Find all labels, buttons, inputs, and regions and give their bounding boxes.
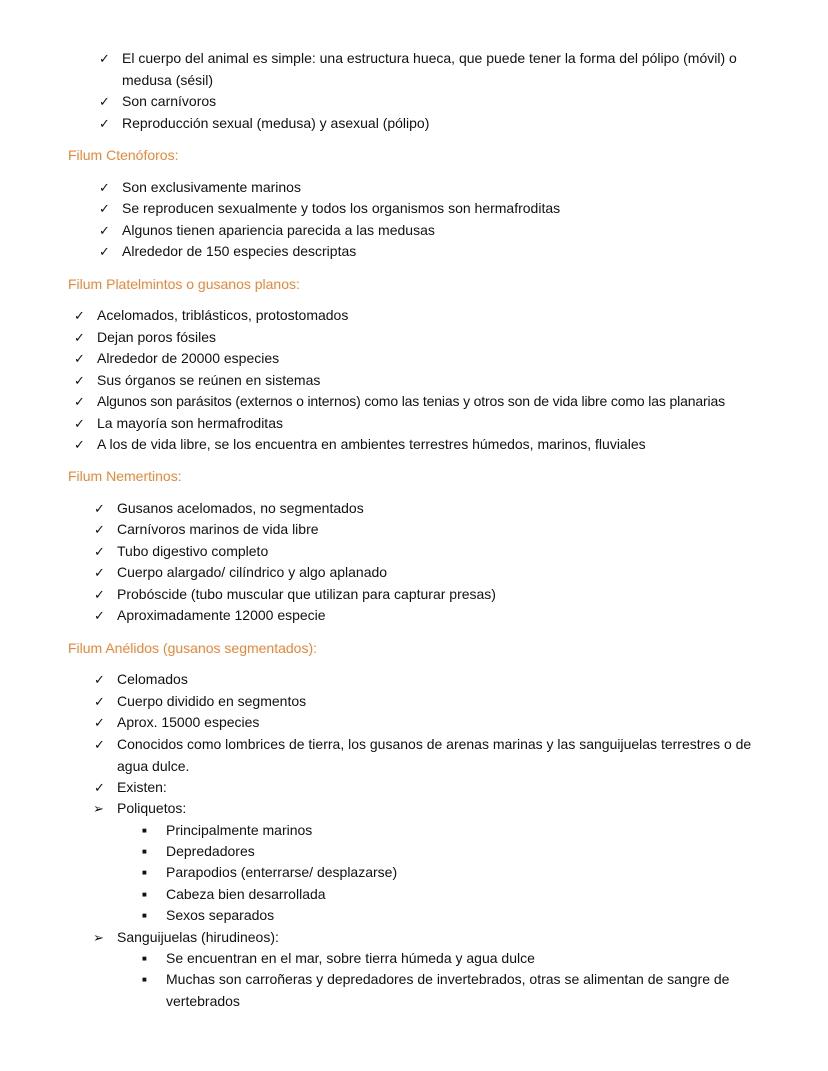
check-mark-icon: ✓ <box>94 672 105 687</box>
check-mark-icon: ✓ <box>94 522 105 537</box>
check-mark-icon: ✓ <box>99 201 110 216</box>
list-item: ✓ Alrededor de 20000 especies <box>97 348 279 370</box>
list-item: ✓ Son carnívoros <box>122 91 216 113</box>
section-heading-anelidos: Filum Anélidos (gusanos segmentados): <box>68 640 318 656</box>
check-mark-icon: ✓ <box>94 780 105 795</box>
list-item: ■ Se encuentran en el mar, sobre tierra húmeda y agua dulce <box>166 948 535 970</box>
list-item: ✓ Algunos son parásitos (externos o internos) como las tenias y otros son de vida libre como las planarias <box>97 391 797 413</box>
list-item: ✓ Existen: <box>117 777 167 799</box>
square-bullet-icon: ■ <box>142 868 147 877</box>
list-item: ✓ Aproximadamente 12000 especie <box>117 605 326 627</box>
list-item: ✓ Son exclusivamente marinos <box>122 177 301 199</box>
check-mark-icon: ✓ <box>94 587 105 602</box>
square-bullet-icon: ■ <box>142 847 147 856</box>
check-mark-icon: ✓ <box>99 244 110 259</box>
sublist-heading-sanguijuelas: ➢ Sanguijuelas (hirudineos): <box>117 927 279 949</box>
list-item: ✓ Acelomados, triblásticos, protostomados <box>97 305 348 327</box>
square-bullet-icon: ■ <box>142 826 147 835</box>
list-item: ✓ Reproducción sexual (medusa) y asexual (pólipo) <box>122 113 429 135</box>
list-item: ✓ La mayoría son hermafroditas <box>97 413 283 435</box>
list-item: ■ Muchas son carroñeras y depredadores de invertebrados, otras se alimentan de sangre de vertebrados <box>142 971 730 1009</box>
check-mark-icon: ✓ <box>94 544 105 559</box>
list-item: ✓ Carnívoros marinos de vida libre <box>117 519 319 541</box>
section-heading-platelmintos: Filum Platelmintos o gusanos planos: <box>68 276 300 292</box>
square-bullet-icon: ■ <box>142 911 147 920</box>
list-item: ✓ A los de vida libre, se los encuentra en ambientes terrestres húmedos, marinos, fluviales <box>97 434 646 456</box>
list-item: ■ Sexos separados <box>166 905 274 927</box>
check-mark-icon: ✓ <box>74 416 85 431</box>
list-item: ✓ Conocidos como lombrices de tierra, los gusanos de arenas marinas y las sanguijuelas terrestres o de agua dulce. <box>94 736 752 774</box>
check-mark-icon: ✓ <box>99 94 110 109</box>
check-mark-icon: ✓ <box>74 351 85 366</box>
list-item: ✓ Celomados <box>117 669 188 691</box>
list-item: ✓ El cuerpo del animal es simple: una estructura hueca, que puede tener la forma del pólipo (móvil) o medusa (sésil) <box>99 50 737 88</box>
check-mark-icon: ✓ <box>94 715 105 730</box>
check-mark-icon: ✓ <box>99 116 110 131</box>
check-mark-icon: ✓ <box>94 565 105 580</box>
check-mark-icon: ✓ <box>74 373 85 388</box>
list-item: ✓ Se reproducen sexualmente y todos los organismos son hermafroditas <box>122 198 560 220</box>
list-item: ✓ Algunos tienen apariencia parecida a las medusas <box>122 220 435 242</box>
list-item: ✓ Cuerpo alargado/ cilíndrico y algo aplanado <box>117 562 387 584</box>
sublist-heading-poliquetos: ➢ Poliquetos: <box>117 798 186 820</box>
list-item: ✓ Alrededor de 150 especies descriptas <box>122 241 356 263</box>
list-item: ✓ Gusanos acelomados, no segmentados <box>117 498 364 520</box>
check-mark-icon: ✓ <box>99 51 110 66</box>
square-bullet-icon: ■ <box>142 954 147 963</box>
list-item: ✓ Probóscide (tubo muscular que utilizan para capturar presas) <box>117 584 496 606</box>
list-item: ✓ Cuerpo dividido en segmentos <box>117 691 306 713</box>
section-heading-nemertinos: Filum Nemertinos: <box>68 468 182 484</box>
square-bullet-icon: ■ <box>142 890 147 899</box>
list-item: ✓ Aprox. 15000 especies <box>117 712 259 734</box>
list-item: ✓ Sus órganos se reúnen en sistemas <box>97 370 320 392</box>
check-mark-icon: ✓ <box>94 694 105 709</box>
check-mark-icon: ✓ <box>94 608 105 623</box>
arrow-bullet-icon: ➢ <box>93 801 104 816</box>
list-item: ✓ Dejan poros fósiles <box>97 327 216 349</box>
list-item: ■ Parapodios (enterrarse/ desplazarse) <box>166 862 397 884</box>
check-mark-icon: ✓ <box>99 180 110 195</box>
arrow-bullet-icon: ➢ <box>93 930 104 945</box>
check-mark-icon: ✓ <box>74 437 85 452</box>
square-bullet-icon: ■ <box>142 975 147 984</box>
list-item: ✓ Tubo digestivo completo <box>117 541 268 563</box>
check-mark-icon: ✓ <box>74 394 85 409</box>
check-mark-icon: ✓ <box>94 737 105 752</box>
list-item: ■ Cabeza bien desarrollada <box>166 884 326 906</box>
list-item: ■ Principalmente marinos <box>166 820 312 842</box>
list-item: ■ Depredadores <box>166 841 255 863</box>
check-mark-icon: ✓ <box>74 330 85 345</box>
check-mark-icon: ✓ <box>94 501 105 516</box>
check-mark-icon: ✓ <box>99 223 110 238</box>
check-mark-icon: ✓ <box>74 308 85 323</box>
section-heading-ctenoforos: Filum Ctenóforos: <box>68 147 179 163</box>
